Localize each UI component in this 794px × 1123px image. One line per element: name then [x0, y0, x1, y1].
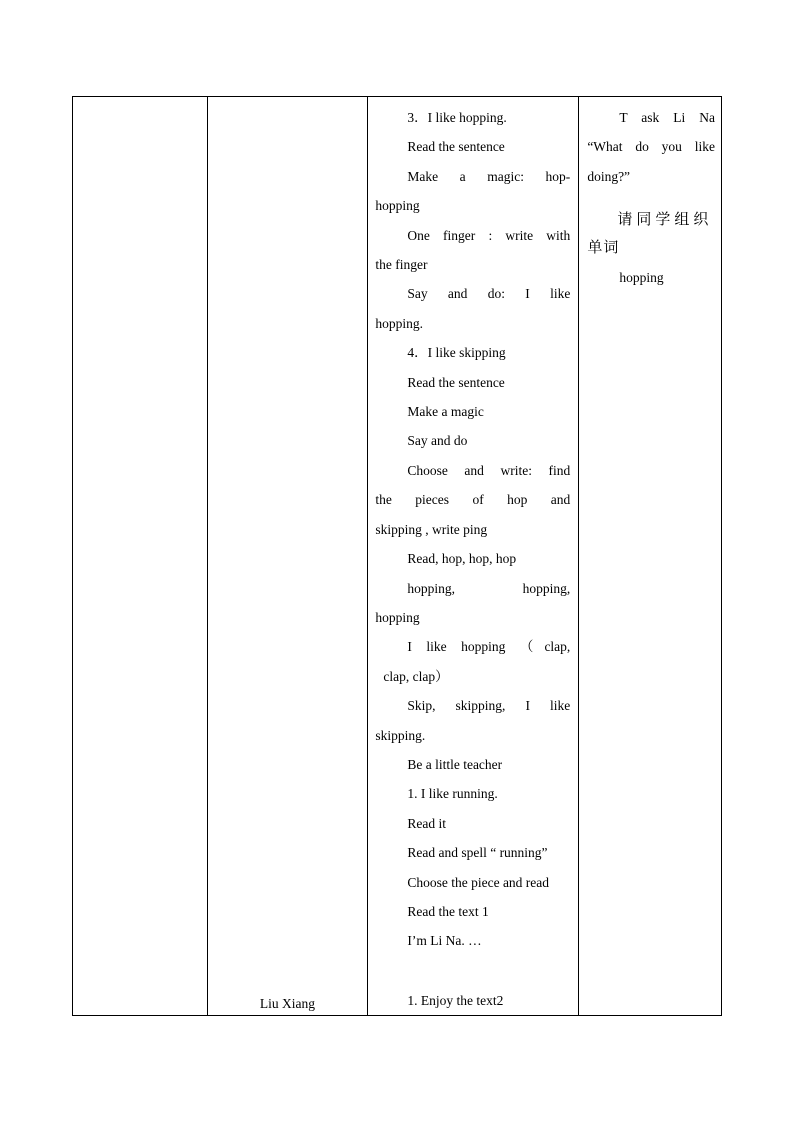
notes-list	[579, 97, 721, 295]
activity-line: 4．I like skipping	[407, 345, 506, 361]
note-chinese-line: 请同学组织	[617, 210, 713, 229]
note-chinese-line: 单词	[587, 238, 620, 257]
activity-line: Make a magic: hop-	[407, 168, 571, 184]
activity-line: the finger	[375, 257, 428, 273]
activity-line: Be a little teacher	[407, 756, 503, 772]
activity-line: hopping	[375, 609, 420, 625]
activity-line: Say and do: I like	[407, 286, 571, 302]
table-row	[73, 97, 722, 1016]
activity-line: skipping , write ping	[375, 521, 488, 537]
activities-list	[368, 97, 578, 1015]
content-label: Liu Xiang	[259, 996, 316, 1012]
step-cell	[73, 97, 208, 1016]
activity-line-final: 1. Enjoy the text2	[407, 992, 504, 1008]
activity-line: hopping	[375, 198, 420, 214]
activity-line: Read it	[407, 815, 446, 831]
activity-line: hopping.	[375, 315, 423, 331]
activity-line: 3．I like hopping.	[407, 110, 507, 125]
activity-line: Read the text 1	[407, 903, 489, 919]
note-word: hopping	[619, 270, 664, 286]
activity-line: Say and do	[407, 433, 468, 449]
activity-line: Read, hop, hop, hop	[407, 551, 517, 567]
activity-line: Skip, skipping, I like	[407, 698, 571, 714]
content-cell	[207, 97, 368, 1016]
lesson-plan-table	[72, 96, 722, 1016]
activity-line: Read the sentence	[407, 139, 505, 155]
activity-line: Read the sentence	[407, 374, 505, 390]
activity-line: the pieces of hop and	[375, 492, 571, 508]
activity-line: skipping.	[375, 727, 426, 743]
activity-line: Read and spell “ running”	[407, 845, 548, 861]
note-line: doing?”	[587, 168, 631, 184]
activities-cell	[368, 97, 579, 1016]
activity-line: clap, clap）	[383, 668, 449, 684]
activity-line: hopping, hopping,	[407, 580, 571, 596]
notes-cell	[579, 97, 722, 1016]
activity-line: Choose the piece and read	[407, 874, 550, 890]
note-line: “What do you like	[587, 139, 715, 155]
activity-line: One finger : write with	[407, 227, 571, 243]
activity-line: Make a magic	[407, 404, 484, 420]
activity-line: I’m Li Na. …	[407, 933, 482, 949]
activity-line: 1. I like running.	[407, 786, 498, 802]
activity-line: Choose and write: find	[407, 462, 571, 478]
activity-line: I like hopping （clap,	[407, 639, 571, 655]
note-line: T ask Li Na	[619, 110, 715, 125]
